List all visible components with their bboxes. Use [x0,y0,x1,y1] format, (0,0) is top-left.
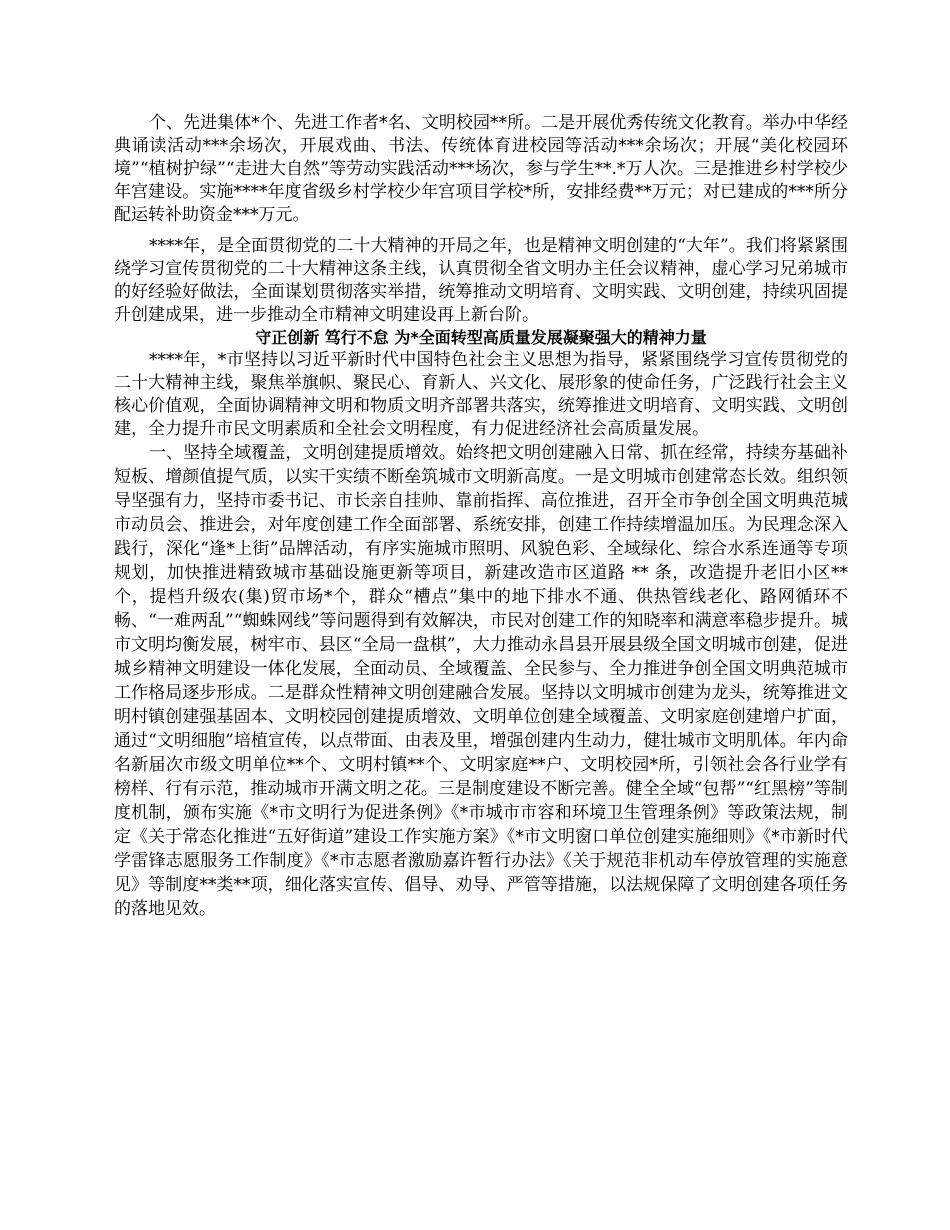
body-paragraph-1: ****年，*市坚持以习近平新时代中国特色社会主义思想为指导，紧紧围绕学习宣传贯彻党的二十大精神主线，聚焦举旗帜、聚民心、育新人、兴文化、展形象的使命任务，广泛践行社会主义核心价值观，全面协调精神文明和物质文明齐部署共落实，统筹推进文明培育、文明实践、文明创建，全力提升市民文明素质和全社会文明程度，有力促进经济社会高质量发展。 [114,350,848,439]
section-title: 守正创新 笃行不怠 为*全面转型高质量发展凝聚强大的精神力量 [255,328,707,347]
intro-paragraph-2: ****年，是全面贯彻党的二十大精神的开局之年，也是精神文明创建的“大年”。我们将紧紧围绕学习宣传贯彻党的二十大精神这条主线，认真贯彻全省文明办主任会议精神，虚心学习兄弟城市的好经验好做法，全面谋划贯彻落实举措，统筹推动文明培育、文明实践、文明创建，持续巩固提升创建成果，进一步推动全市精神文明建设再上新台阶。 [114,236,848,325]
intro-paragraph-1: 个、先进集体*个、先进工作者*名、文明校园**所。二是开展优秀传统文化教育。举办中华经典诵读活动***余场次，开展戏曲、书法、传统体育进校园等活动***余场次；开展“美化校园环境”“植树护绿”“走进大自然”等劳动实践活动***场次，参与学生**.*万人次。三是推进乡村学校少年宫建设。实施****年度省级乡村学校少年宫项目学校*所，安排经费**万元；对已建成的***所分配运转补助资金***万元。 [114,113,848,225]
body-paragraph-2: 一、坚持全域覆盖，文明创建提质增效。始终把文明创建融入日常、抓在经常，持续夯基础补短板、增颜值提气质，以实干实绩不断垒筑城市文明新高度。一是文明城市创建常态长效。组织领导坚强有力，坚持市委书记、市长亲自挂帅、靠前指挥、高位推进，召开全市争创全国文明典范城市动员会、推进会，对年度创建工作全面部署、系统安排，创建工作持续增温加压。为民理念深入践行，深化“逢*上街”品牌活动，有序实施城市照明、风貌色彩、全域绿化、综合水系连通等专项规划，加快推进精致城市基础设施更新等项目，新建改造市区道路 ** 条，改造提升老旧小区** 个，提档升级农(集)贸市场*个，群众“槽点”集中的地下排水不通、供热管线老化、路网循环不畅、“一难两乱”“蜘蛛网线”等问题得到有效解决，市民对创建工作的知晓率和满意率稳步提升。城市文明均衡发展，树牢市、县区“全局一盘棋”，大力推动永昌县开展县级全国文明城市创建，促进城乡精神文明建设一体化发展，全面动员、全域覆盖、全民参与、全力推进争创全国文明典范城市工作格局逐步形成。二是群众性精神文明创建融合发展。坚持以文明城市创建为龙头，统筹推进文明村镇创建强基固本、文明校园创建提质增效、文明单位创建全域覆盖、文明家庭创建增户扩面，通过“文明细胞”培植宣传，以点带面、由表及里，增强创建内生动力，健壮城市文明肌体。年内命名新届次市级文明单位**个、文明村镇**个、文明家庭**户、文明校园*所，引领社会各行业学有榜样、行有示范，推动城市开满文明之花。三是制度建设不断完善。健全全域“包帮”“红黑榜”等制度机制，颁布实施《*市文明行为促进条例》《*市城市市容和环境卫生管理条例》等政策法规，制定《关于常态化推进“五好街道”建设工作实施方案》《*市文明窗口单位创建实施细则》《*市新时代学雷锋志愿服务工作制度》《*市志愿者激励嘉许暂行办法》《关于规范非机动车停放管理的实施意见》等制度**类**项，细化落实宣传、倡导、劝导、严管等措施，以法规保障了文明创建各项任务的落地见效。 [114,443,848,919]
document-page [114,112,848,921]
